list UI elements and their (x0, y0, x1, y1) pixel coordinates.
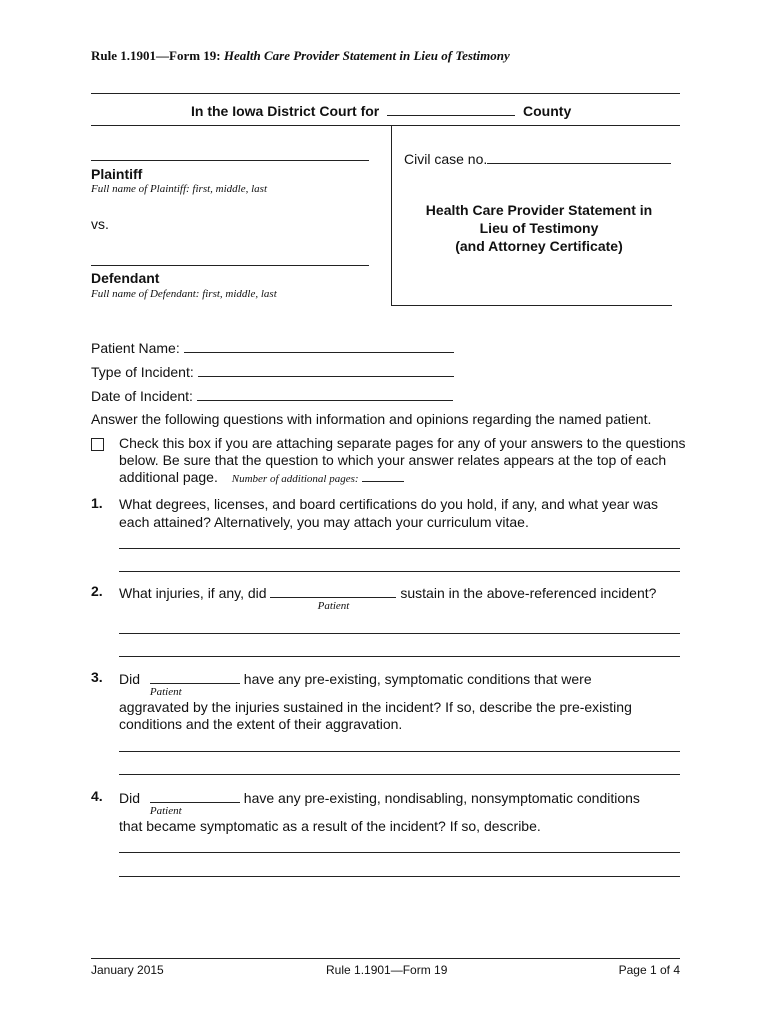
answer-line[interactable] (119, 656, 680, 657)
patient-name-row (91, 338, 454, 356)
court-line (191, 101, 571, 119)
instructions-text: Answer the following questions with information and opinions regarding the named patient. (91, 411, 652, 427)
incident-type-field[interactable] (198, 362, 454, 377)
question-post: have any pre-existing, nondisabling, nonsymptomatic conditions (243, 790, 640, 806)
question-line: conditions and the extent of their aggravation. (119, 716, 403, 732)
patient-blank-field[interactable] (270, 583, 396, 612)
form-title: Health Care Provider Statement in Lieu of Testimony (223, 48, 510, 63)
question-continuation (119, 699, 632, 733)
answer-line[interactable] (119, 633, 680, 634)
footer-date: January 2015 (91, 963, 164, 977)
patient-name-field[interactable] (184, 338, 454, 353)
attach-pages-checkbox[interactable] (91, 438, 104, 451)
question-post: have any pre-existing, symptomatic conditions that were (243, 671, 592, 687)
question-text (119, 583, 657, 612)
document-title-line: (and Attorney Certificate) (455, 238, 623, 254)
answer-line[interactable] (119, 548, 680, 549)
additional-pages-label: Number of additional pages: (231, 473, 359, 485)
caption-bottom-line (391, 305, 672, 306)
question-pre: Did (119, 790, 141, 806)
footer-page: Page 1 of 4 (618, 963, 680, 977)
question-line: What degrees, licenses, and board certifications do you hold, if any, and what year was (119, 496, 659, 512)
question-text (119, 669, 592, 698)
defendant-hint: Full name of Defendant: first, middle, last (91, 288, 277, 300)
question-line: that became symptomatic as a result of the incident? If so, describe. (119, 818, 541, 834)
case-number-field[interactable] (487, 149, 671, 164)
footer-divider (91, 958, 680, 959)
question-pre: What injuries, if any, did (119, 585, 267, 601)
question-number: 2. (91, 583, 103, 599)
answer-line[interactable] (119, 876, 680, 877)
answer-line[interactable] (119, 751, 680, 752)
plaintiff-name-field[interactable] (91, 160, 369, 161)
attach-line: additional page. (119, 469, 218, 485)
court-prefix: In the Iowa District Court for (191, 103, 380, 119)
attach-instructions (119, 435, 686, 488)
incident-date-row (91, 386, 453, 404)
question-line: aggravated by the injuries sustained in the incident? If so, describe the pre-existing (119, 699, 632, 715)
divider (91, 93, 680, 94)
rule-number: Rule 1.1901—Form 19: (91, 48, 221, 63)
patient-blank-field[interactable] (149, 788, 240, 817)
attach-line: Check this box if you are attaching separate pages for any of your answers to the questions (119, 435, 686, 451)
attach-line: below. Be sure that the question to which your answer relates appears at the top of each (119, 452, 667, 468)
case-number-row (404, 149, 671, 167)
case-number-label: Civil case no. (404, 151, 488, 167)
blank-caption: Patient (149, 686, 182, 698)
patient-name-label: Patient Name: (91, 340, 180, 356)
attach-line-3 (119, 469, 686, 488)
incident-type-label: Type of Incident: (91, 364, 194, 380)
document-title-line: Lieu of Testimony (479, 220, 599, 236)
footer-rule: Rule 1.1901—Form 19 (326, 963, 448, 977)
answer-line[interactable] (119, 774, 680, 775)
divider (91, 125, 680, 126)
defendant-name-field[interactable] (91, 265, 369, 266)
versus-text: vs. (91, 216, 109, 232)
county-label: County (523, 103, 572, 119)
question-post: sustain in the above-referenced incident? (400, 585, 657, 601)
county-field[interactable] (387, 101, 515, 116)
question-number: 3. (91, 669, 103, 685)
question-line: each attained? Alternatively, you may attach your curriculum vitae. (119, 514, 529, 530)
form-header (91, 48, 510, 64)
question-number: 4. (91, 788, 103, 804)
additional-pages-field[interactable] (362, 469, 404, 482)
document-title-line: Health Care Provider Statement in (425, 202, 653, 218)
plaintiff-hint: Full name of Plaintiff: first, middle, last (91, 183, 267, 195)
question-pre: Did (119, 671, 141, 687)
question-text (119, 495, 658, 531)
question-number: 1. (91, 495, 103, 511)
plaintiff-label: Plaintiff (91, 166, 143, 182)
answer-line[interactable] (119, 571, 680, 572)
answer-line[interactable] (119, 852, 680, 853)
blank-caption: Patient (149, 805, 182, 817)
document-title (392, 201, 686, 255)
question-text (119, 788, 640, 817)
incident-type-row (91, 362, 454, 380)
blank-caption: Patient (317, 600, 350, 612)
defendant-label: Defendant (91, 270, 160, 286)
incident-date-field[interactable] (197, 386, 453, 401)
patient-blank-field[interactable] (149, 669, 240, 698)
incident-date-label: Date of Incident: (91, 388, 193, 404)
